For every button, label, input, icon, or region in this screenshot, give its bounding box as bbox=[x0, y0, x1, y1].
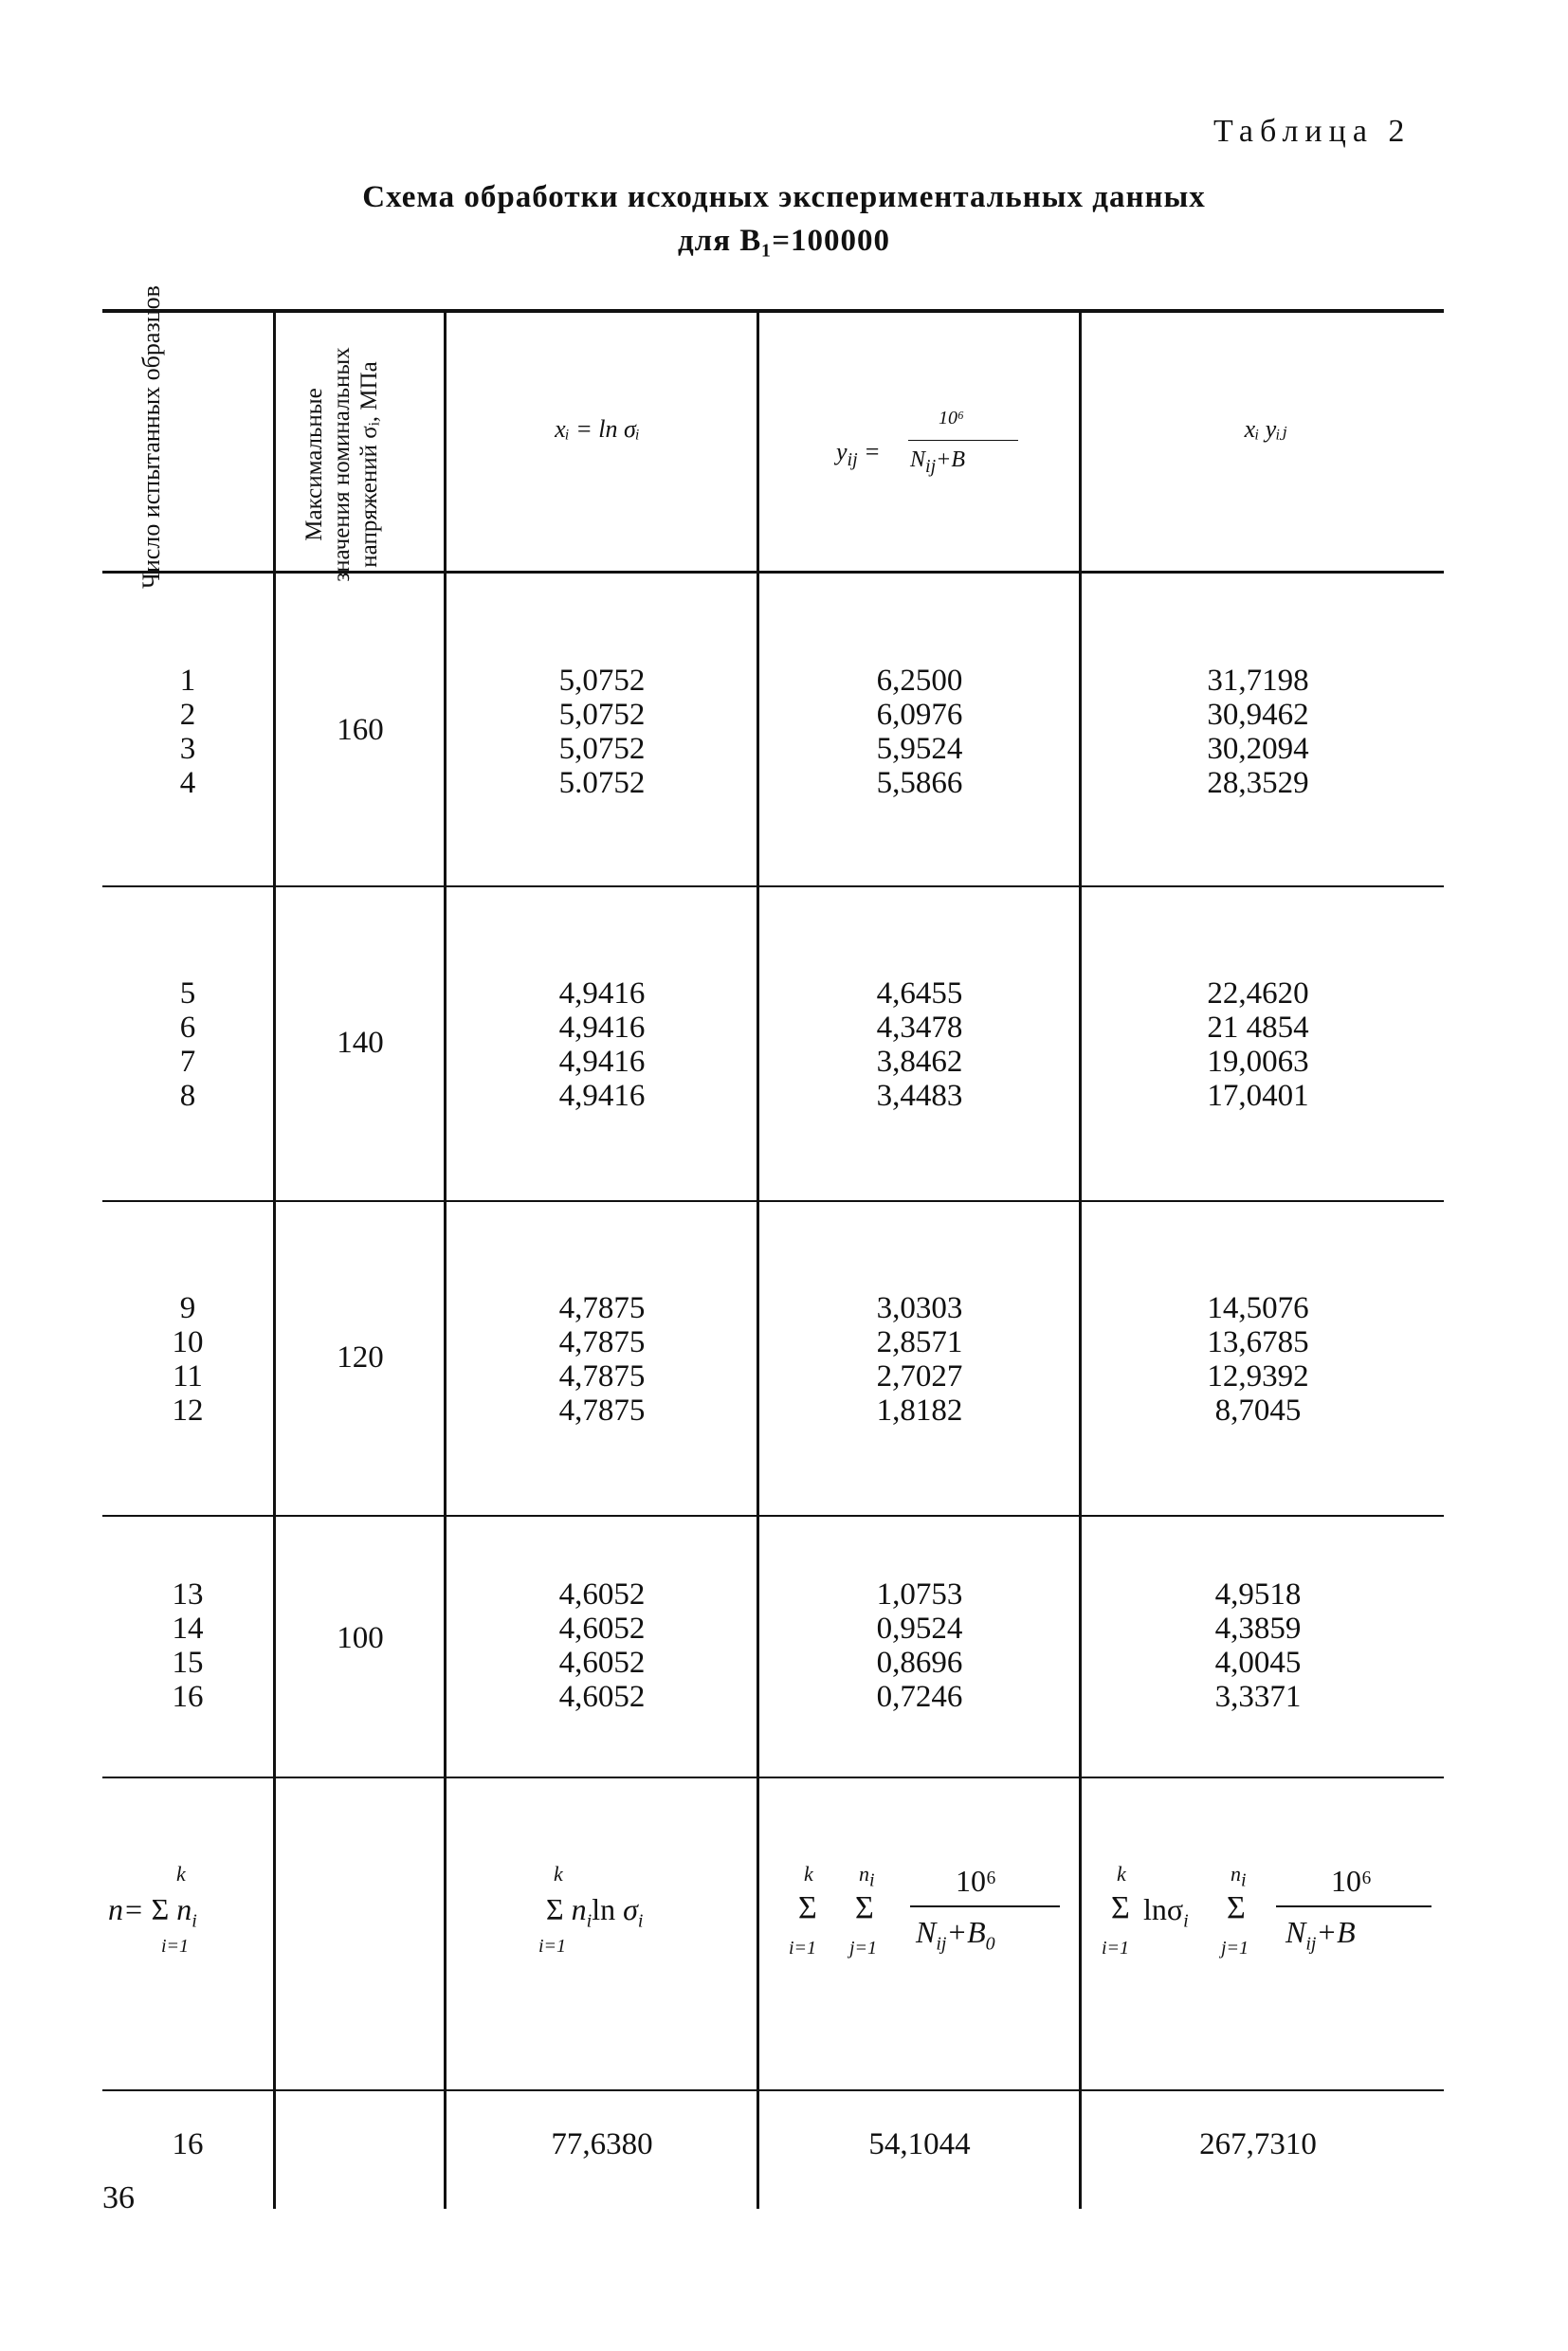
sum-formula-x: k Σ $n_i\ln$ $\sigma_i$ i=1 bbox=[538, 1862, 644, 1957]
sum-divider bbox=[102, 2089, 1444, 2091]
sample-numbers: 13 14 15 16 bbox=[172, 1577, 204, 1714]
col-divider bbox=[273, 313, 276, 2209]
stress-value: 100 bbox=[337, 1621, 384, 1655]
y-values: 6,2500 6,0976 5,9524 5,5866 bbox=[876, 664, 963, 800]
table-top-rule bbox=[102, 309, 1444, 313]
total-xy: 267,7310 bbox=[1199, 2127, 1317, 2161]
header-x: xᵢ = ln σᵢ bbox=[555, 415, 640, 443]
sample-numbers: 1 2 3 4 bbox=[179, 664, 196, 800]
group-divider bbox=[102, 1515, 1444, 1517]
stress-value: 140 bbox=[337, 1026, 384, 1060]
table-title: Схема обработки исходных экспериментальных данных bbox=[362, 180, 1206, 214]
header-count: Число испытанных образцов bbox=[137, 285, 165, 589]
x-values: 5,0752 5,0752 5,0752 5.0752 bbox=[558, 664, 646, 800]
y-values: 4,6455 4,3478 3,8462 3,4483 bbox=[876, 976, 963, 1113]
total-x: 77,6380 bbox=[551, 2127, 653, 2161]
sum-formula-y: k $n_i$ Σ Σ i=1 j=1 10⁶ $N_{ij}+B_0$ bbox=[760, 1858, 1079, 1972]
xy-values: 31,7198 30,9462 30,2094 28,3529 bbox=[1207, 664, 1309, 800]
sample-numbers: 5 6 7 8 bbox=[179, 976, 196, 1113]
header-xy: xᵢ yᵢⱼ bbox=[1244, 415, 1287, 443]
total-y: 54,1044 bbox=[868, 2127, 971, 2161]
x-values: 4,6052 4,6052 4,6052 4,6052 bbox=[558, 1577, 646, 1714]
y-values: 3,0303 2,8571 2,7027 1,8182 bbox=[876, 1291, 963, 1428]
group-divider bbox=[102, 885, 1444, 887]
group-divider bbox=[102, 1777, 1444, 1778]
header-stress: Максимальные значения номинальных напряжений σᵢ, МПа bbox=[301, 347, 382, 582]
xy-values: 4,9518 4,3859 4,0045 3,3371 bbox=[1214, 1577, 1302, 1714]
x-values: 4,7875 4,7875 4,7875 4,7875 bbox=[558, 1291, 646, 1428]
y-values: 1,0753 0,9524 0,8696 0,7246 bbox=[876, 1577, 963, 1714]
header-y: $y_{ij}$ = 10⁶ $N_{ij}+B$ bbox=[768, 398, 1071, 502]
table-label: Таблица 2 bbox=[1213, 114, 1412, 149]
total-n: 16 bbox=[172, 2127, 204, 2161]
stress-value: 120 bbox=[337, 1340, 384, 1375]
sample-numbers: 9 10 11 12 bbox=[172, 1291, 204, 1428]
col-divider bbox=[1079, 313, 1082, 2209]
table-subtitle: для B₁=100000 bbox=[677, 224, 891, 258]
sum-formula-n: k n= Σ $n_i$ i=1 bbox=[108, 1862, 197, 1957]
x-values: 4,9416 4,9416 4,9416 4,9416 bbox=[558, 976, 646, 1113]
col-divider bbox=[757, 313, 759, 2209]
sum-formula-xy: k $n_i$ Σ lnσ$_i$ Σ i=1 j=1 10⁶ $N_{ij}+B$ bbox=[1083, 1858, 1443, 1972]
page-number: 36 bbox=[102, 2180, 135, 2215]
xy-values: 14,5076 13,6785 12,9392 8,7045 bbox=[1207, 1291, 1309, 1428]
col-divider bbox=[444, 313, 447, 2209]
group-divider bbox=[102, 1200, 1444, 1202]
xy-values: 22,4620 21 4854 19,0063 17,0401 bbox=[1207, 976, 1309, 1113]
stress-value: 160 bbox=[337, 713, 384, 747]
